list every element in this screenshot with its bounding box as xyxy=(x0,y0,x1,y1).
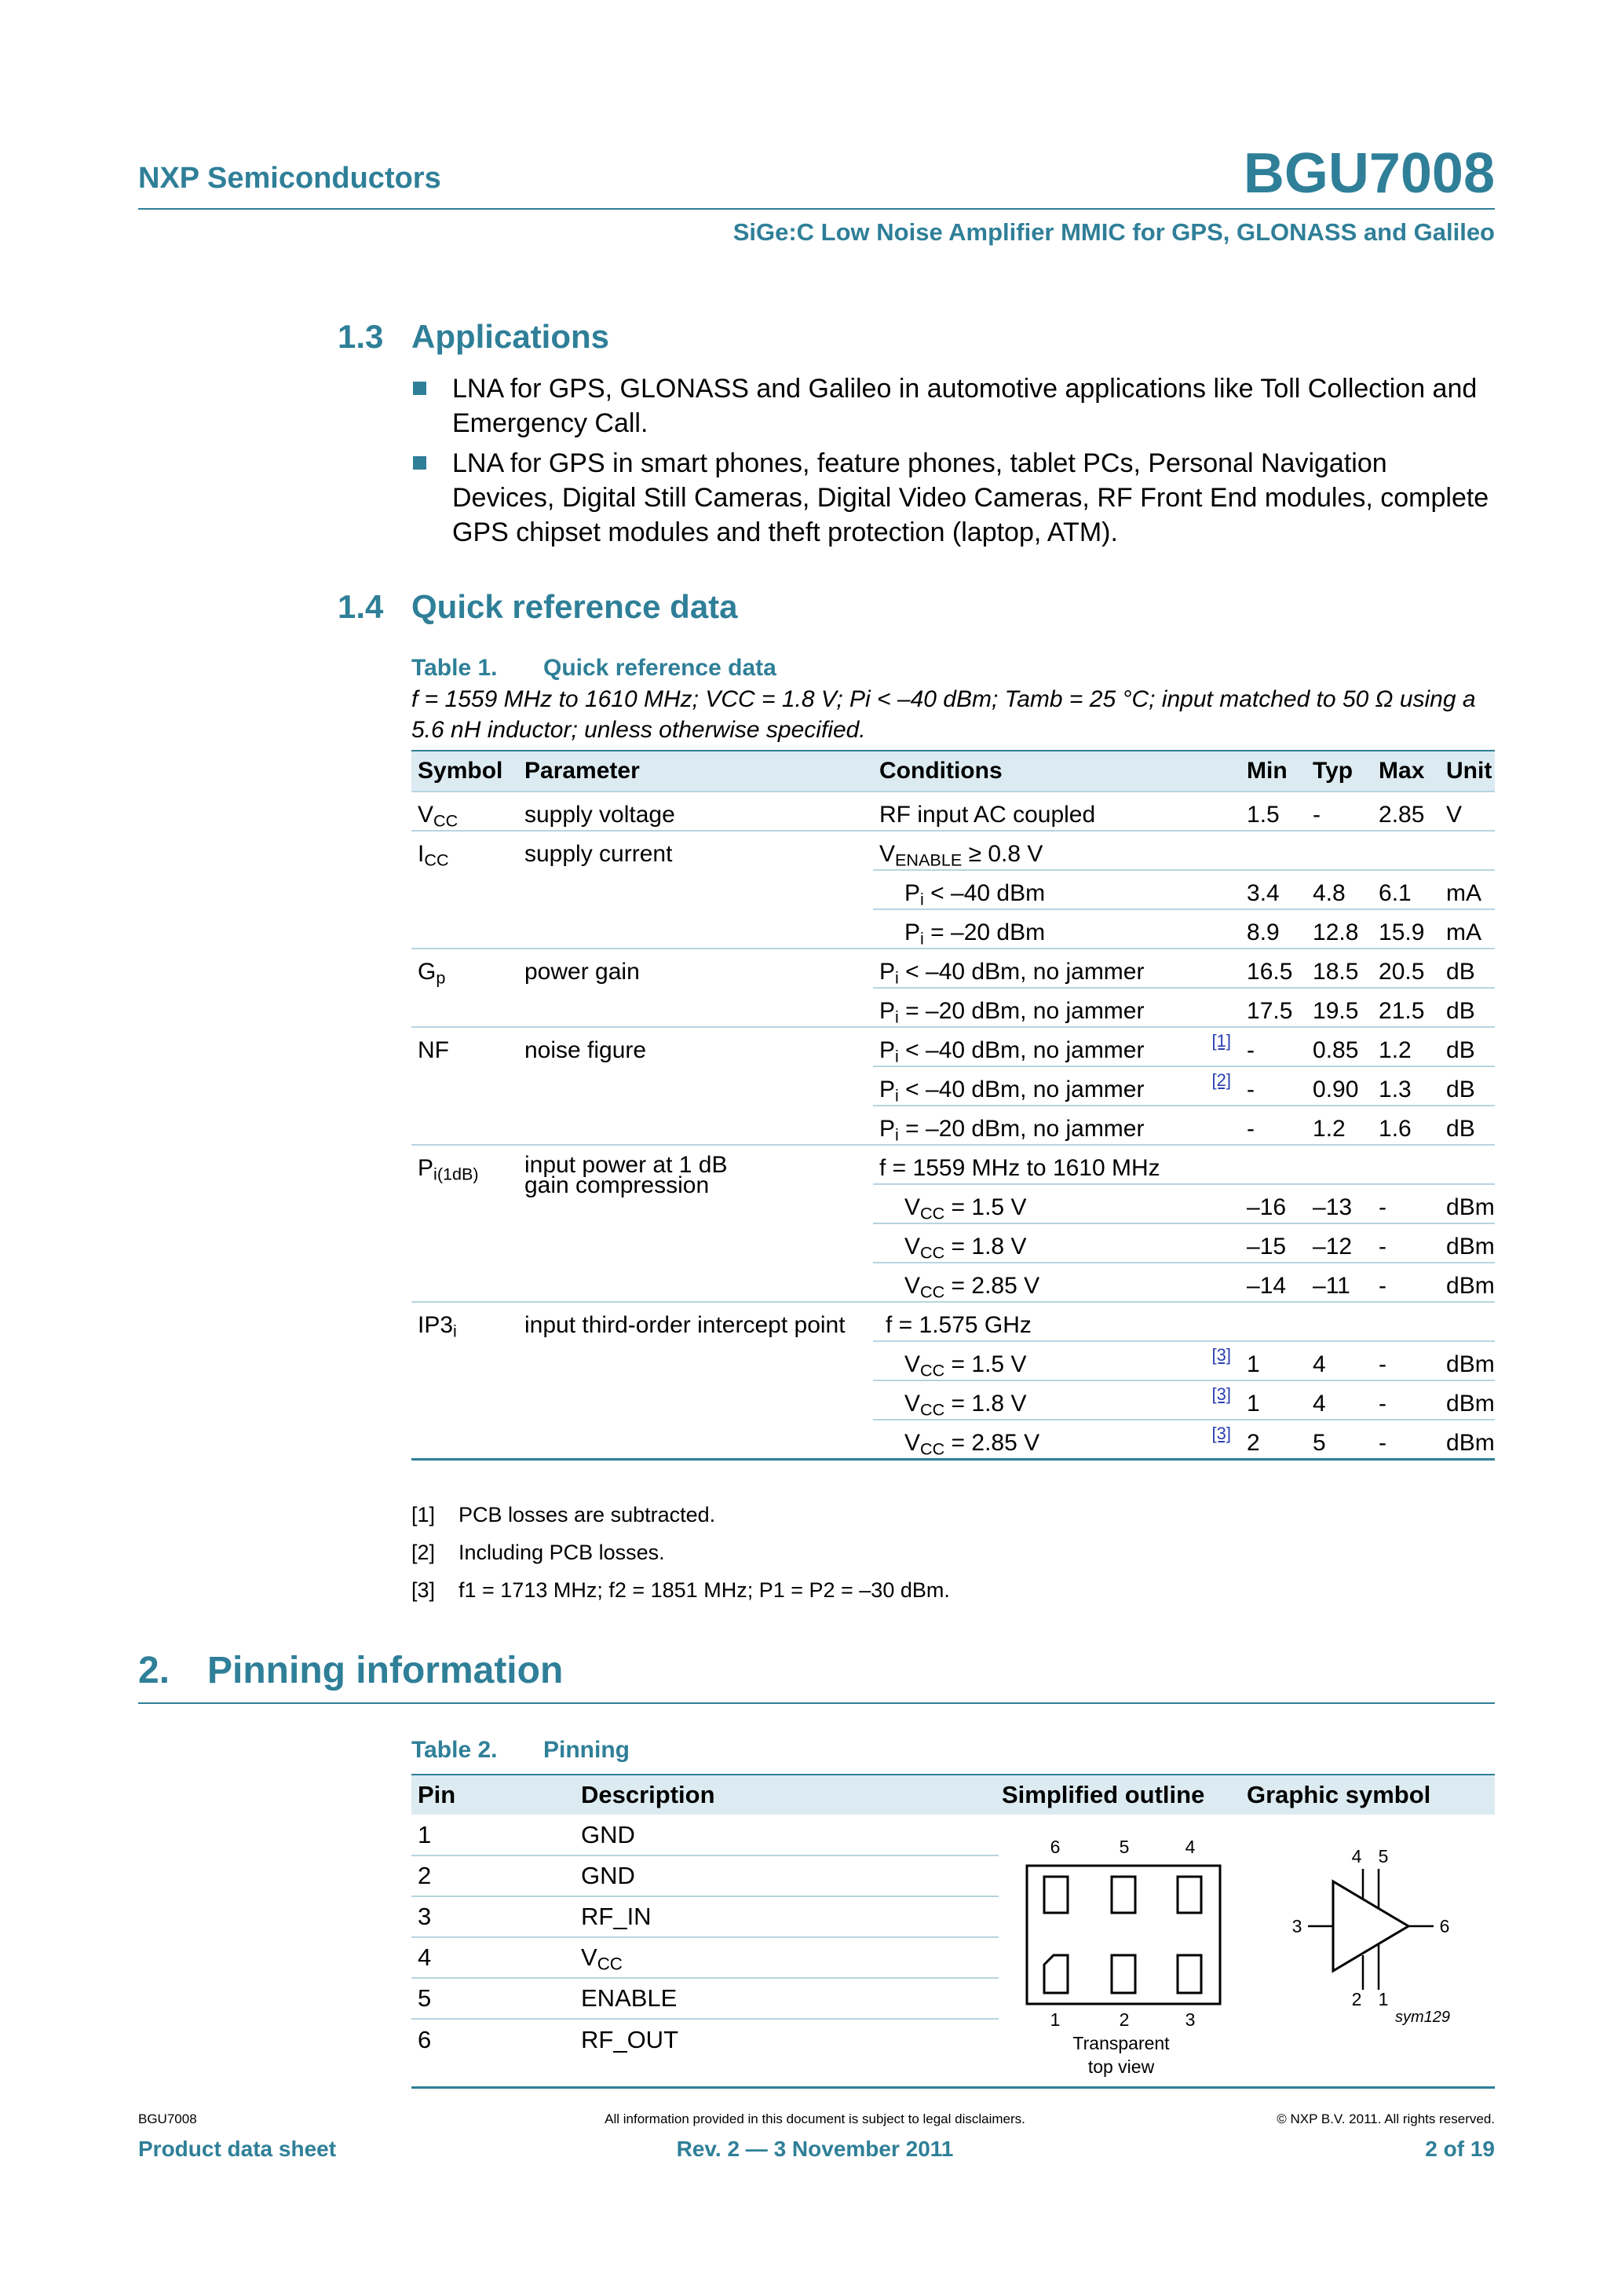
section-number: 1.4 xyxy=(338,588,384,625)
pad xyxy=(1178,1955,1201,1993)
footnote-2: [2] Including PCB losses. xyxy=(411,1541,665,1564)
table-row: $P_{i(1dB)}$ input power at 1 dB gain compression f = 1559 MHz to 1610 MHz xyxy=(411,1145,1495,1184)
footer-revision: Rev. 2 — 3 November 2011 xyxy=(676,2137,954,2161)
footnote-link[interactable]: [1] xyxy=(1203,1027,1240,1066)
table-row: $G_p$ power gain $P_i < -40$ dBm, no jammer 16.5 18.5 20.5 dB xyxy=(411,949,1495,988)
list-item: LNA for GPS in smart phones, feature phones, tablet PCs, Personal Navigation Devices, Digital Still Cameras, Digital Video Cameras, RF Front End modules, complete GPS chipset modules and theft protection (laptop, ATM). xyxy=(411,446,1495,550)
footnote-link[interactable]: [3] xyxy=(1203,1420,1240,1459)
amplifier-symbol-diagram xyxy=(1277,1833,1481,2037)
outline-pin-label: 6 xyxy=(1050,1837,1061,1857)
part-number: BGU7008 xyxy=(1243,142,1495,205)
footer-page-number: 2 of 19 xyxy=(1425,2137,1495,2161)
amplifier-triangle-icon xyxy=(1333,1881,1408,1971)
package-outline-diagram xyxy=(1013,1833,1248,2084)
symbol-code: sym129 xyxy=(1394,2009,1451,2026)
table-header-row: Pin Description Simplified outline Graphic symbol xyxy=(411,1775,1495,1815)
table-row: $V_{CC} = 1.8$ V –15 –12 - dBm xyxy=(411,1223,1495,1263)
section-heading-quick-reference xyxy=(0,588,1622,627)
table-row: NF noise figure $P_i < -40$ dBm, no jammer [1] - 0.85 1.2 dB xyxy=(411,1027,1495,1066)
table-row: $P_i = -20$ dBm, no jammer - 1.2 1.6 dB xyxy=(411,1106,1495,1145)
pad xyxy=(1178,1877,1201,1913)
pin1-pad xyxy=(1044,1955,1068,1993)
table-row: 2 GND xyxy=(411,1855,1495,1896)
footer-doc-id: BGU7008 xyxy=(138,2111,197,2126)
table-caption: Table 2. Pinning xyxy=(411,1737,630,1763)
table-row: 4 $V_{CC}$ xyxy=(411,1937,1495,1978)
table-row: $P_i = -20$ dBm 8.9 12.8 15.9 mA xyxy=(411,909,1495,949)
quick-reference-table xyxy=(411,750,1495,1461)
outline-caption: Transparent xyxy=(1072,2033,1170,2053)
outline-pin-label: 5 xyxy=(1119,1837,1130,1857)
table-row: $P_i < -40$ dBm, no jammer [2] - 0.90 1.3 dB xyxy=(411,1066,1495,1106)
table-note xyxy=(411,684,1495,745)
symbol-pin-label: 2 xyxy=(1351,1989,1362,2009)
bullet-square-icon xyxy=(413,456,426,470)
outline-pin-label: 3 xyxy=(1185,2009,1196,2030)
section-rule xyxy=(138,1702,1495,1704)
section-number: 1.3 xyxy=(338,318,384,355)
table-row: $V_{CC} = 1.5$ V –16 –13 - dBm xyxy=(411,1184,1495,1223)
document-subtitle: SiGe:C Low Noise Amplifier MMIC for GPS, GLONASS and Galileo xyxy=(732,218,1495,246)
bullet-square-icon xyxy=(413,382,426,395)
footnote-3: [3] f1 = 1713 MHz; f2 = 1851 MHz; P1 = P2 = –30 dBm. xyxy=(411,1578,950,1602)
outline-pin-label: 4 xyxy=(1185,1837,1196,1857)
section-title: Quick reference data xyxy=(411,588,738,625)
pad xyxy=(1112,1955,1135,1993)
applications-list xyxy=(411,371,1495,555)
outline-caption: top view xyxy=(1087,2057,1155,2077)
table-row: $V_{CC}$ supply voltage RF input AC coupled 1.5 - 2.85 V xyxy=(411,792,1495,831)
table-row: 5 ENABLE xyxy=(411,1978,1495,2019)
table-row: 1 GND xyxy=(411,1815,1495,1855)
table-row: $P_i = -20$ dBm, no jammer 17.5 19.5 21.5 dB xyxy=(411,988,1495,1027)
list-item: LNA for GPS, GLONASS and Galileo in automotive applications like Toll Collection and Emergency Call. xyxy=(411,371,1495,441)
section-heading-applications xyxy=(0,318,1622,357)
symbol-pin-label: 6 xyxy=(1439,1916,1450,1936)
table-row: $V_{CC} = 1.5$ V [3] 1 4 - dBm xyxy=(411,1341,1495,1380)
table-row: $V_{CC} = 2.85$ V –14 –11 - dBm xyxy=(411,1263,1495,1302)
section-title: Applications xyxy=(411,318,610,355)
table-row: $V_{CC} = 2.85$ V [3] 2 5 - dBm xyxy=(411,1420,1495,1459)
section-number: 2. xyxy=(138,1650,170,1691)
footnote-link[interactable]: [3] xyxy=(1203,1341,1240,1380)
footnote-1: [1] PCB losses are subtracted. xyxy=(411,1503,716,1526)
footer-copyright: © NXP B.V. 2011. All rights reserved. xyxy=(1277,2111,1495,2126)
section-title: Pinning information xyxy=(207,1650,564,1691)
pad xyxy=(1044,1877,1068,1913)
table-note-text: f = 1559 MHz to 1610 MHz; VCC = 1.8 V; Pi < –40 dBm; Tamb = 25 °C; input matched to 50 Ω using a 5.6 nH inductor; unless otherwise specified. xyxy=(411,686,1476,743)
symbol-pin-label: 1 xyxy=(1378,1989,1389,2009)
table-row: $P_i < -40$ dBm 3.4 4.8 6.1 mA xyxy=(411,870,1495,909)
header-rule xyxy=(138,208,1495,210)
footer-disclaimer: All information provided in this document is subject to legal disclaimers. xyxy=(605,2111,1025,2126)
package-body xyxy=(1027,1866,1220,2004)
table-row: $I_{CC}$ supply current $V_{ENABLE} \ge 0.8$ V xyxy=(411,831,1495,870)
table-caption: Table 1. Quick reference data xyxy=(411,655,776,681)
table-bottom-rule xyxy=(411,2086,1495,2089)
outline-pin-label: 1 xyxy=(1050,2009,1061,2030)
table-header-row: Symbol Parameter Conditions Min Typ Max Unit xyxy=(411,751,1495,792)
table-row: $IP3_i$ input third-order intercept point f = 1.575 GHz xyxy=(411,1302,1495,1341)
outline-pin-label: 2 xyxy=(1119,2009,1130,2030)
table-row: 3 RF_IN xyxy=(411,1896,1495,1937)
section-heading-pinning xyxy=(138,1649,563,1692)
symbol-pin-label: 5 xyxy=(1378,1846,1389,1866)
footnote-link[interactable]: [3] xyxy=(1203,1380,1240,1420)
table-row: $V_{CC} = 1.8$ V [3] 1 4 - dBm xyxy=(411,1380,1495,1420)
symbol-pin-label: 4 xyxy=(1351,1846,1362,1866)
company-name: NXP Semiconductors xyxy=(138,162,441,195)
table-row: 6 RF_OUT xyxy=(418,2025,678,2053)
pad xyxy=(1112,1877,1135,1913)
symbol-pin-label: 3 xyxy=(1291,1916,1302,1936)
footnote-link[interactable]: [2] xyxy=(1203,1066,1240,1106)
footer-doc-type: Product data sheet xyxy=(138,2137,337,2161)
